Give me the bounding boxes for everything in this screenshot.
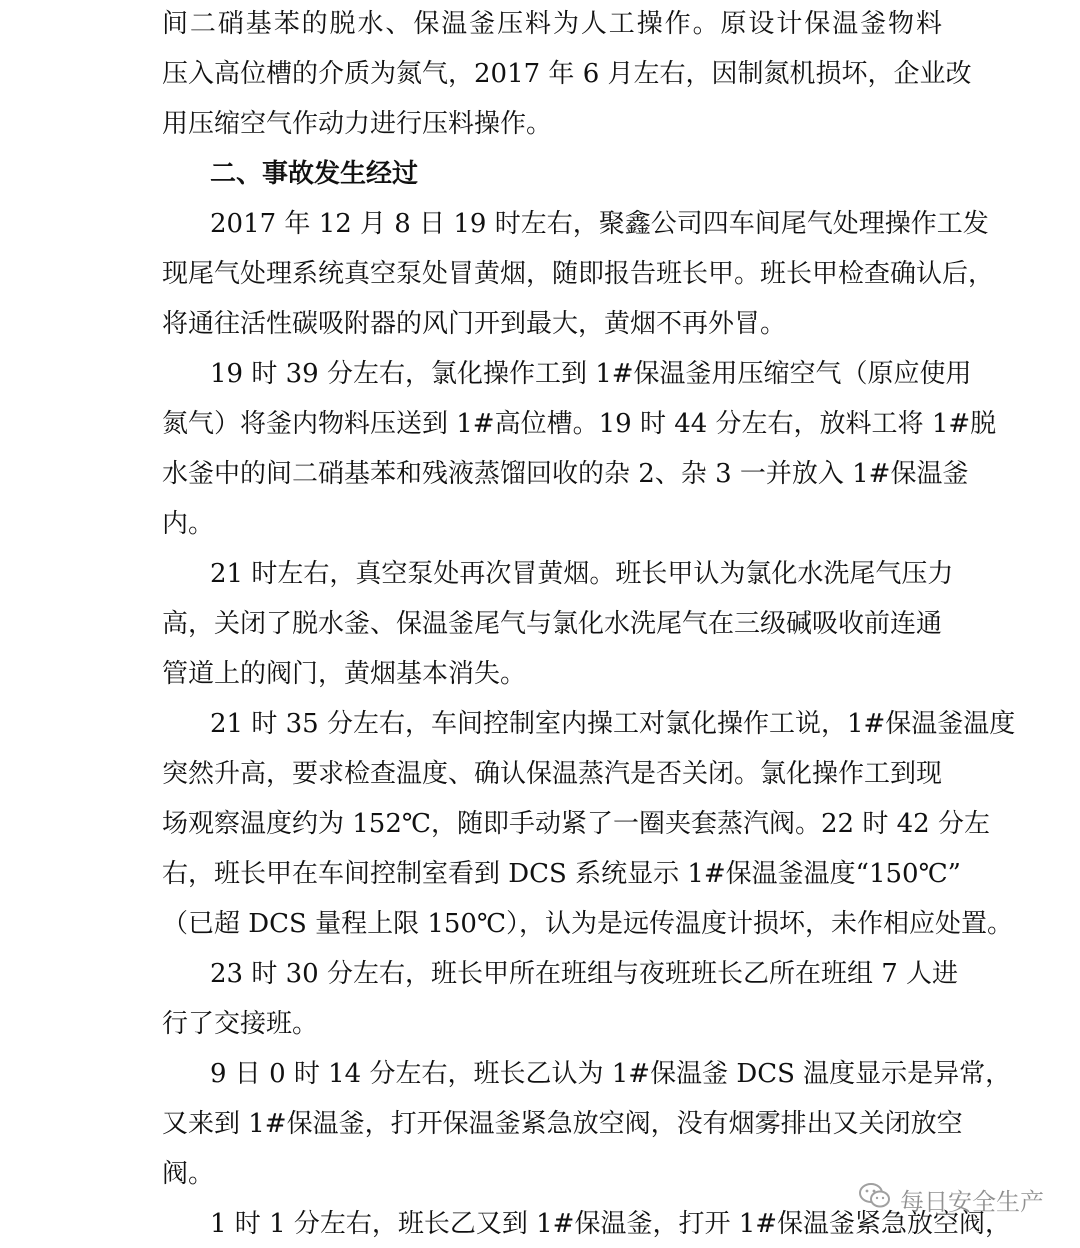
text-line: 水釜中的间二硝基苯和残液蒸馏回收的杂 2、杂 3 一并放入 1#保温釜 (162, 459, 969, 489)
text-line: 23 时 30 分左右，班长甲所在班组与夜班班长乙所在班组 7 人进 (210, 959, 959, 989)
text-line: 将通往活性碳吸附器的风门开到最大，黄烟不再外冒。 (162, 309, 787, 339)
text-line: 21 时左右，真空泵处再次冒黄烟。班长甲认为氯化水洗尾气压力 (210, 559, 954, 589)
text-line: 9 日 0 时 14 分左右，班长乙认为 1#保温釜 DCS 温度显示是异常， (210, 1059, 1012, 1089)
watermark-text: 每日安全生产 (900, 1187, 1044, 1216)
text-line: （已超 DCS 量程上限 150℃），认为是远传温度计损坏，未作相应处置。 (162, 909, 1014, 939)
wechat-icon (858, 1182, 892, 1216)
text-line: 行了交接班。 (162, 1009, 319, 1039)
text-line: 压入高位槽的介质为氮气，2017 年 6 月左右，因制氮机损坏，企业改 (162, 59, 972, 89)
text-line: 用压缩空气作动力进行压料操作。 (162, 109, 553, 139)
text-line: 管道上的阀门，黄烟基本消失。 (162, 659, 527, 689)
text-line: 现尾气处理系统真空泵处冒黄烟，随即报告班长甲。班长甲检查确认后， (162, 259, 995, 289)
text-line: 阀。 (162, 1159, 215, 1189)
text-line: 19 时 39 分左右，氯化操作工到 1#保温釜用压缩空气（原应使用 (210, 359, 972, 389)
section-heading: 二、事故发生经过 (210, 159, 419, 189)
text-line: 右，班长甲在车间控制室看到 DCS 系统显示 1#保温釜温度“150℃” (162, 859, 961, 889)
watermark (858, 1183, 1044, 1215)
text-line: 2017 年 12 月 8 日 19 时左右，聚鑫公司四车间尾气处理操作工发 (210, 209, 989, 239)
text-line: 场观察温度约为 152℃，随即手动紧了一圈夹套蒸汽阀。22 时 42 分左 (162, 809, 990, 839)
text-line: 高，关闭了脱水釜、保温釜尾气与氯化水洗尾气在三级碱吸收前连通 (162, 609, 943, 639)
text-line: 又来到 1#保温釜，打开保温釜紧急放空阀，没有烟雾排出又关闭放空 (162, 1109, 963, 1139)
text-line: 间二硝基苯的脱水、保温釜压料为人工操作。原设计保温釜物料 (162, 9, 942, 39)
text-line: 内。 (162, 509, 215, 539)
text-line: 21 时 35 分左右，车间控制室内操工对氯化操作工说，1#保温釜温度 (210, 709, 1016, 739)
text-line: 1 时 1 分左右，班长乙又到 1#保温釜，打开 1#保温釜紧急放空阀， (210, 1209, 1012, 1239)
text-line: 突然升高，要求检查温度、确认保温蒸汽是否关闭。氯化操作工到现 (162, 759, 943, 789)
text-line: 氮气）将釜内物料压送到 1#高位槽。19 时 44 分左右，放料工将 1#脱 (162, 409, 997, 439)
